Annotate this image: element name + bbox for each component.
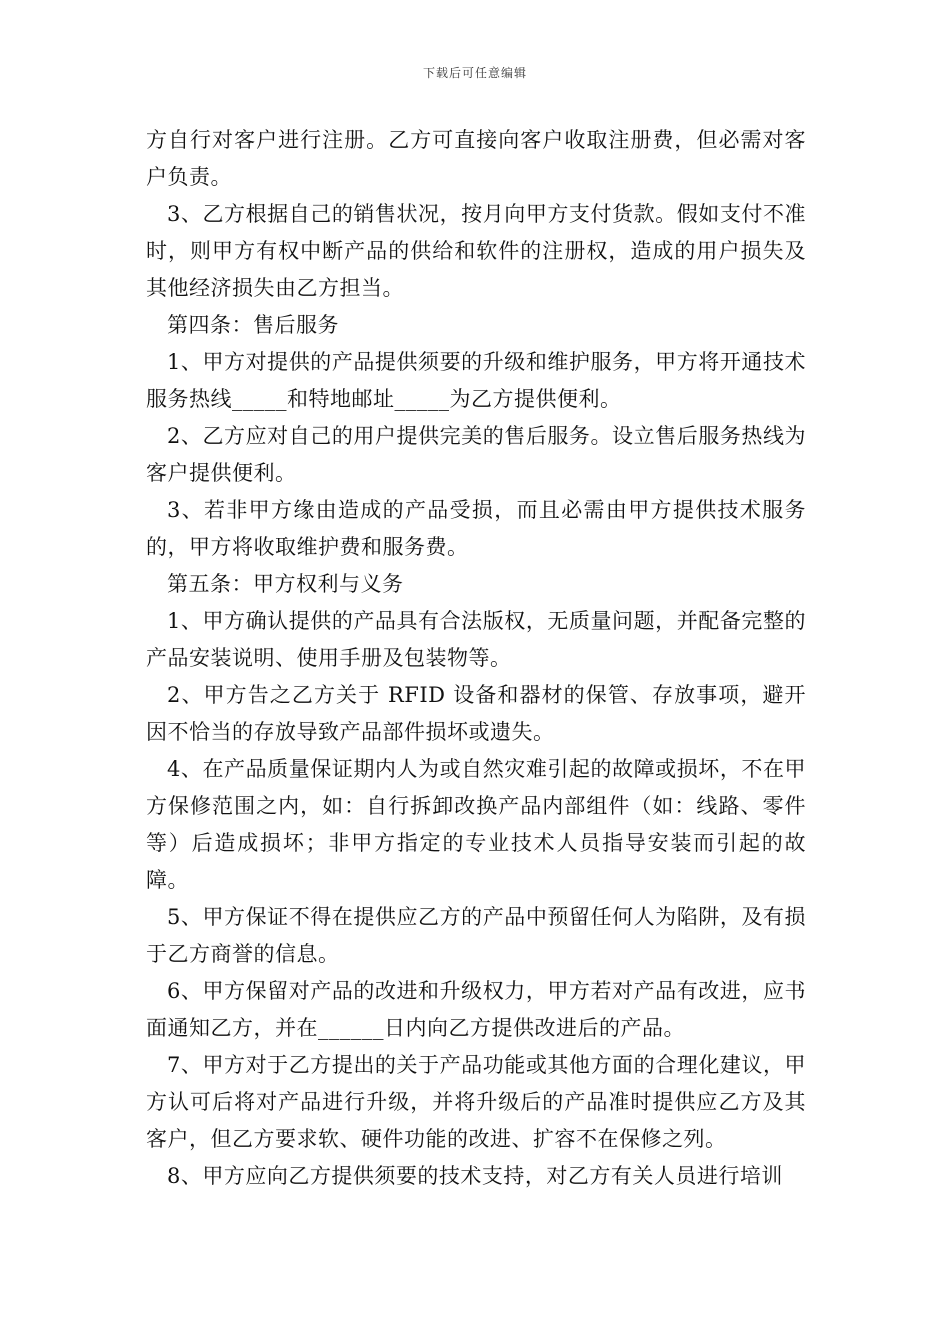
paragraph-item-4-warranty: 4、在产品质量保证期内人为或自然灾难引起的故障或损坏，不在甲方保修范围之内，如：自行拆卸改换产品内部组件（如：线路、零件等）后造成损坏；非甲方指定的专业技术人员指导安装而引起的故障。 <box>146 757 806 892</box>
paragraph-item-3-payment: 3、乙方根据自己的销售状况，按月向甲方支付货款。假如支付不准时，则甲方有权中断产品的供给和软件的注册权，造成的用户损失及其他经济损失由乙方担当。 <box>146 202 806 300</box>
paragraph-item-5-no-traps: 5、甲方保证不得在提供应乙方的产品中预留任何人为陷阱，及有损于乙方商誉的信息。 <box>146 905 806 966</box>
paragraph-item-1-copyright: 1、甲方确认提供的产品具有合法版权，无质量问题，并配备完整的产品安装说明、使用手册及包装物等。 <box>146 609 806 670</box>
paragraph-item-3-damage: 3、若非甲方缘由造成的产品受损，而且必需由甲方提供技术服务的，甲方将收取维护费和服务费。 <box>146 498 806 559</box>
paragraph-item-2-storage: 2、甲方告之乙方关于 RFID 设备和器材的保管、存放事项，避开因不恰当的存放导致产品部件损坏或遗失。 <box>146 683 806 744</box>
paragraph-continuation: 方自行对客户进行注册。乙方可直接向客户收取注册费，但必需对客户负责。 <box>146 128 806 189</box>
page-header: 下载后可任意编辑 <box>422 66 527 80</box>
section-title-article-4: 第四条：售后服务 <box>167 313 339 337</box>
paragraph-item-2-after-sales: 2、乙方应对自己的用户提供完美的售后服务。设立售后服务热线为客户提供便利。 <box>146 424 806 485</box>
paragraph-item-6-improvement: 6、甲方保留对产品的改进和升级权力，甲方若对产品有改进，应书面通知乙方，并在______日内向乙方提供改进后的产品。 <box>146 979 806 1040</box>
section-title-article-5: 第五条：甲方权利与义务 <box>167 572 404 596</box>
paragraph-item-7-suggestions: 7、甲方对于乙方提出的关于产品功能或其他方面的合理化建议，甲方认可后将对产品进行升级，并将升级后的产品准时提供应乙方及其客户，但乙方要求软、硬件功能的改进、扩容不在保修之列。 <box>146 1053 806 1151</box>
paragraph-item-8-support: 8、甲方应向乙方提供须要的技术支持，对乙方有关人员进行培训 <box>167 1164 783 1188</box>
paragraph-item-1-upgrade: 1、甲方对提供的产品提供须要的升级和维护服务，甲方将开通技术服务热线_____和特地邮址_____为乙方提供便利。 <box>146 350 806 411</box>
document-body <box>146 122 806 1195</box>
